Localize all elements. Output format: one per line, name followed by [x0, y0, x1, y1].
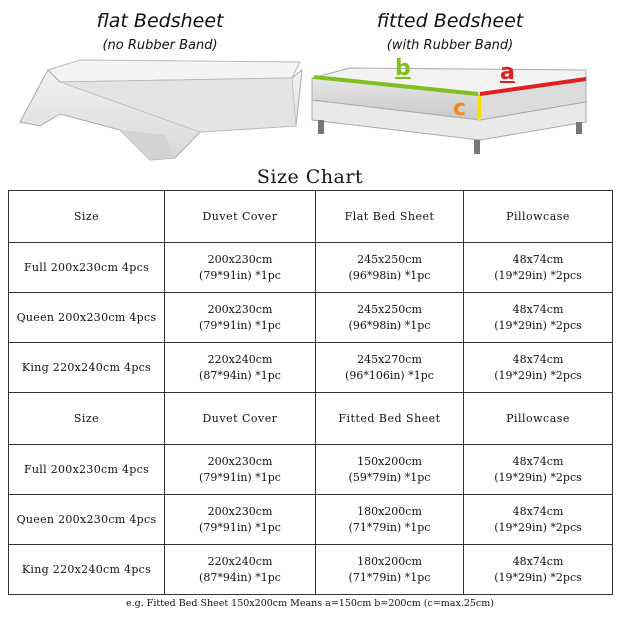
pillow-cell: 48x74cm (19*29in) *2pcs — [464, 243, 613, 293]
duvet-cell: 200x230cm (79*91in) *1pc — [165, 495, 316, 545]
pillow-cell: 48x74cm (19*29in) *2pcs — [464, 445, 613, 495]
table-row — [9, 243, 613, 293]
example-footnote: e.g. Fitted Bed Sheet 150x200cm Means a=150cm b=200cm (c=max.25cm) — [126, 598, 494, 609]
pillow-cell: 48x74cm (19*29in) *2pcs — [464, 293, 613, 343]
header-flat-bed-sheet: Flat Bed Sheet — [316, 191, 464, 243]
duvet-cell: 220x240cm (87*94in) *1pc — [165, 545, 316, 595]
size-cell: King 220x240cm 4pcs — [9, 545, 165, 595]
size-cell: Queen 200x230cm 4pcs — [9, 495, 165, 545]
flat-bedsheet-subtitle: (no Rubber Band) — [102, 38, 218, 53]
label-c: c — [453, 96, 467, 121]
table-row — [9, 495, 613, 545]
pillow-cell: 48x74cm (19*29in) *2pcs — [464, 545, 613, 595]
duvet-cell: 200x230cm (79*91in) *1pc — [165, 293, 316, 343]
sheet-cell: 245x270cm (96*106in) *1pc — [316, 343, 464, 393]
header-size: Size — [9, 393, 165, 445]
size-chart-table — [8, 190, 613, 595]
pillow-cell: 48x74cm (19*29in) *2pcs — [464, 495, 613, 545]
sheet-cell: 180x200cm (71*79in) *1pc — [316, 495, 464, 545]
size-cell: Queen 200x230cm 4pcs — [9, 293, 165, 343]
fitted-header-row — [9, 393, 613, 445]
duvet-cell: 200x230cm (79*91in) *1pc — [165, 243, 316, 293]
sheet-cell: 180x200cm (71*79in) *1pc — [316, 545, 464, 595]
size-cell: Full 200x230cm 4pcs — [9, 445, 165, 495]
fitted-bedsheet-subtitle: (with Rubber Band) — [386, 38, 514, 53]
label-b: b — [395, 56, 411, 81]
flat-bedsheet-title: flat Bedsheet — [96, 10, 224, 32]
fitted-bedsheet-title: fitted Bedsheet — [376, 10, 524, 32]
header-fitted-bed-sheet: Fitted Bed Sheet — [316, 393, 464, 445]
header-pillowcase: Pillowcase — [464, 393, 613, 445]
flat-bedsheet-image — [20, 60, 302, 160]
table-row — [9, 343, 613, 393]
bedsheet-illustrations — [0, 0, 620, 170]
duvet-cell: 220x240cm (87*94in) *1pc — [165, 343, 316, 393]
table-row — [9, 545, 613, 595]
sheet-cell: 245x250cm (96*98in) *1pc — [316, 293, 464, 343]
header-size: Size — [9, 191, 165, 243]
table-row — [9, 293, 613, 343]
header-duvet-cover: Duvet Cover — [165, 191, 316, 243]
size-cell: King 220x240cm 4pcs — [9, 343, 165, 393]
sheet-cell: 150x200cm (59*79in) *1pc — [316, 445, 464, 495]
duvet-cell: 200x230cm (79*91in) *1pc — [165, 445, 316, 495]
size-chart-title: Size Chart — [256, 166, 364, 188]
size-cell: Full 200x230cm 4pcs — [9, 243, 165, 293]
header-pillowcase: Pillowcase — [464, 191, 613, 243]
fitted-bedsheet-image — [312, 68, 586, 154]
pillow-cell: 48x74cm (19*29in) *2pcs — [464, 343, 613, 393]
header-duvet-cover: Duvet Cover — [165, 393, 316, 445]
label-a: a — [500, 60, 515, 85]
table-row — [9, 445, 613, 495]
sheet-cell: 245x250cm (96*98in) *1pc — [316, 243, 464, 293]
flat-header-row — [9, 191, 613, 243]
